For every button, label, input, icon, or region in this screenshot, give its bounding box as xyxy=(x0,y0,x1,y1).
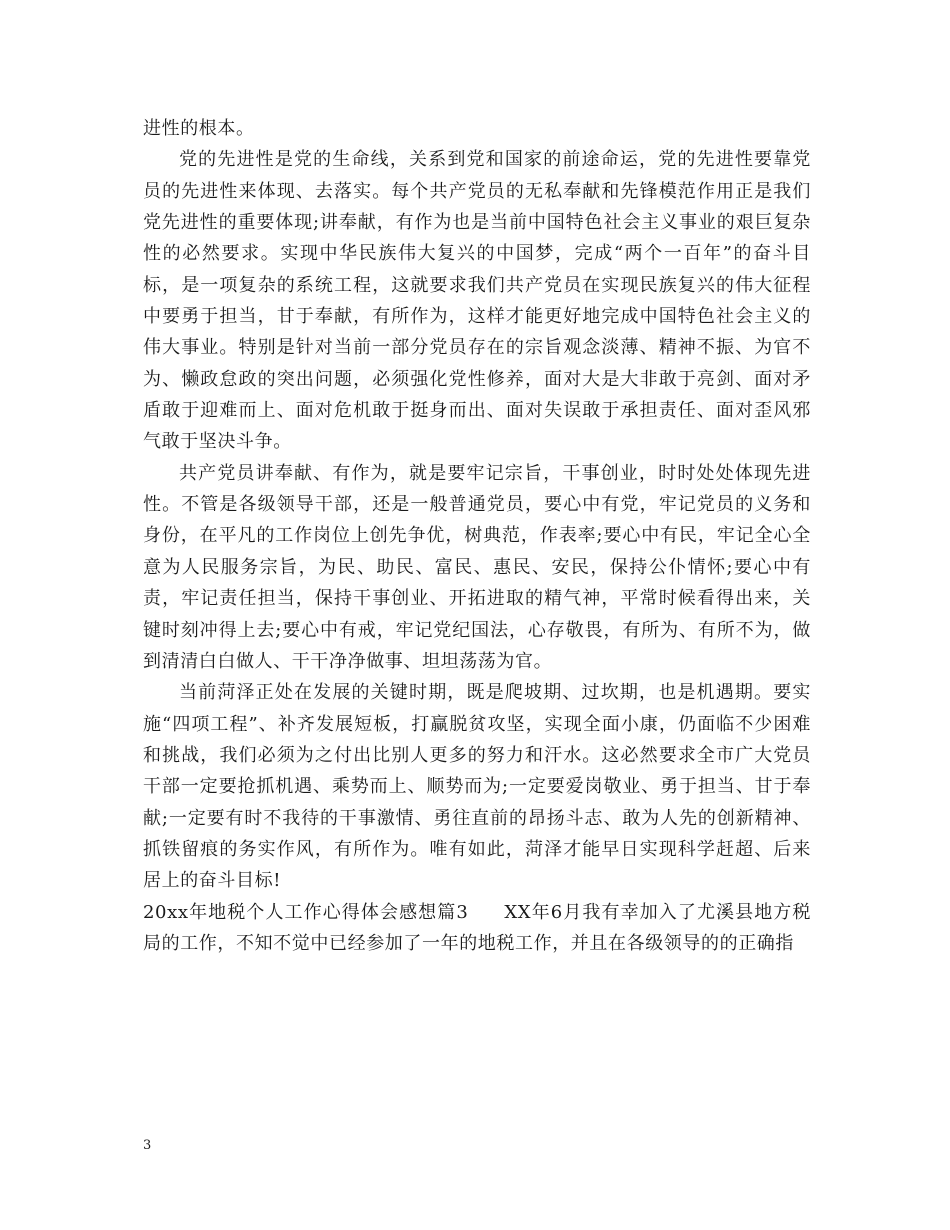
section-text: XX年6月我有幸加入了尤溪县地方税局的工作，不知不觉中已经参加了一年的地税工作，并且在各级领导的的正确指 xyxy=(143,901,811,954)
paragraph-dedication: 共产党员讲奉献、有作为，就是要牢记宗旨，干事创业，时时处处体现先进性。不管是各级领导干部，还是一般普通党员，要心中有党，牢记党员的义务和身份，在平凡的工作岗位上创先争优，树典范，作表率;要心中有民，牢记全心全意为人民服务宗旨，为民、助民、富民、惠民、安民，保持公仆情怀;要心中有责，牢记责任担当，保持干事创业、开拓进取的精气神，平常时候看得出来，关键时刻冲得上去;要心中有戒，牢记党纪国法，心存敬畏，有所为、有所不为，做到清清白白做人、干干净净做事、坦坦荡荡为官。 xyxy=(143,462,811,672)
paragraph-party-advancement: 党的先进性是党的生命线，关系到党和国家的前途命运，党的先进性要靠党员的先进性来体现、去落实。每个共产党员的无私奉献和先锋模范作用正是我们党先进性的重要体现;讲奉献，有作为也是当前中国特色社会主义事业的艰巨复杂性的必然要求。实现中华民族伟大复兴的中国梦，完成“两个一百年”的奋斗目标，是一项复杂的系统工程，这就要求我们共产党员在实现民族复兴的伟大征程中要勇于担当，甘于奉献，有所作为，这样才能更好地完成中国特色社会主义的伟大事业。特别是针对当前一部分党员存在的宗旨观念淡薄、精神不振、为官不为、懒政怠政的突出问题，必须强化党性修养，面对大是大非敢于亮剑、面对矛盾敢于迎难而上、面对危机敢于挺身而出、面对失误敢于承担责任、面对歪风邪气敢于坚决斗争。 xyxy=(143,149,811,453)
paragraph-heze-development: 当前菏泽正处在发展的关键时期，既是爬坡期、过坎期，也是机遇期。要实施“四项工程”、补齐发展短板，打赢脱贫攻坚，实现全面小康，仍面临不少困难和挑战，我们必须为之付出比别人更多的努力和汗水。这必然要求全市广大党员干部一定要抢抓机遇、乘势而上、顺势而为;一定要爱岗敬业、勇于担当、甘于奉献;一定要有时不我待的干事激情、勇往直前的昂扬斗志、敢为人先的创新精神、抓铁留痕的务实作风，有所作为。唯有如此，菏泽才能早日实现科学赶超、后来居上的奋斗目标! xyxy=(143,682,811,892)
section-heading-paragraph xyxy=(143,897,811,960)
page-number: 3 xyxy=(143,1138,152,1153)
section-heading: 20xx年地税个人工作心得体会感想篇3 xyxy=(143,901,469,923)
paragraph-continuation: 进性的根本。 xyxy=(143,118,255,139)
document-body xyxy=(143,113,811,959)
